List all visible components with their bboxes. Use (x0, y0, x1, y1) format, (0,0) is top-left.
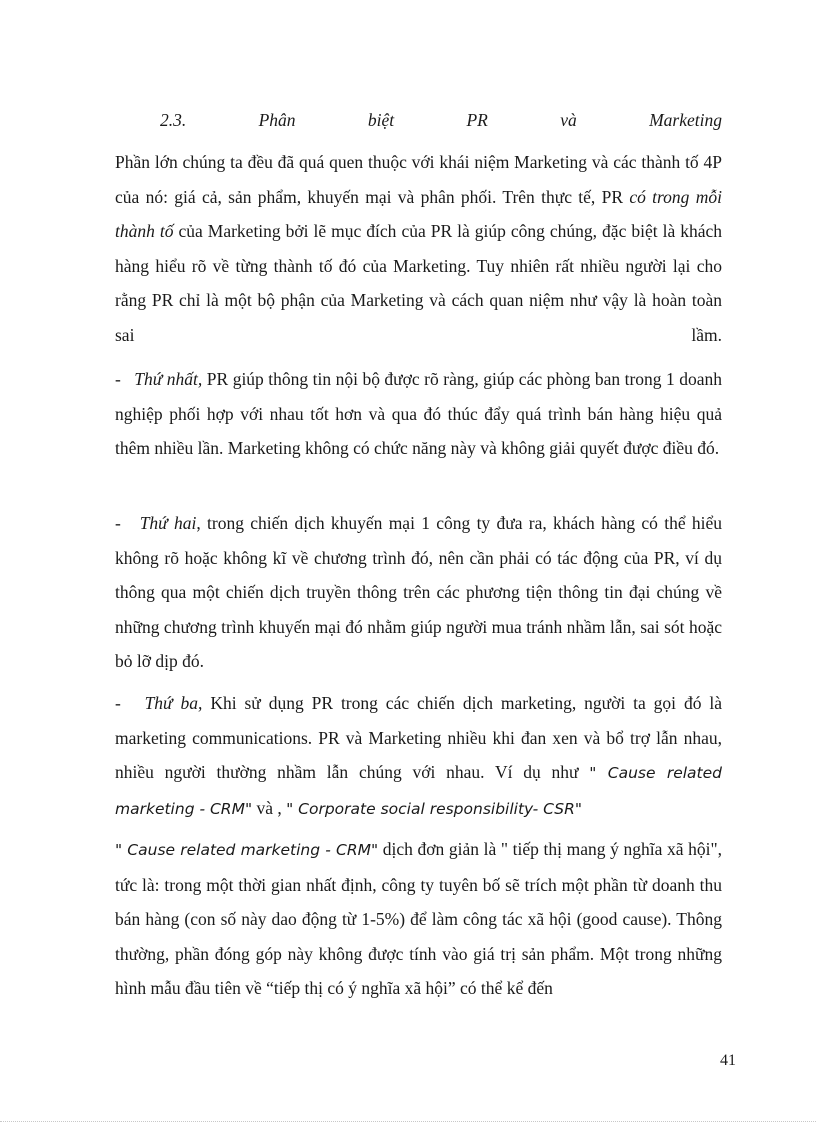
paragraph-text: PR giúp thông tin nội bộ được rõ ràng, giúp các phòng ban trong 1 doanh nghiệp phối hợp với nhau tốt hơn và qua đó thúc đẩy quá trình bán hàng hiệu quả thêm nhiều lần. Marketing không có chức năng này và không giải quyết được điều đó. (115, 369, 723, 458)
paragraph-point-1 (115, 362, 722, 466)
paragraph-text: Phần lớn chúng ta đều đã quá quen thuộc với khái niệm Marketing và các thành tố 4P của nó: giá cả, sản phẩm, khuyến mại và phân phối. Trên thực tế, PR (115, 152, 722, 207)
point-label: Thứ nhất, (134, 369, 203, 389)
term-cause-related-marketing: " Cause related marketing - CRM" (115, 841, 379, 859)
paragraph-text: của Marketing bởi lẽ mục đích của PR là giúp công chúng, đặc biệt là khách hàng hiểu rõ về từng thành tố đó của Marketing. Tuy nhiên rất nhiều người lại cho rằng PR chỉ là một bộ phận của Marketing và cách quan niệm như vậy là hoàn toàn sai lầm. (115, 221, 722, 345)
paragraph-point-3 (115, 686, 722, 826)
page-bottom-divider (0, 1121, 816, 1122)
paragraph-text: và , (252, 797, 287, 818)
list-dash: - (115, 513, 121, 533)
section-heading (160, 110, 722, 131)
list-dash: - (115, 369, 121, 389)
heading-word: PR (466, 110, 488, 130)
paragraph-point-2 (115, 506, 722, 679)
paragraph-text: Khi sử dụng PR trong các chiến dịch marketing, người ta gọi đó là marketing communications. PR và Marketing nhiều khi đan xen và bổ trợ lẫn nhau, nhiều người thường nhầm lẫn chúng với nhau. Ví dụ như (115, 693, 723, 782)
point-label: Thứ ba, (144, 693, 203, 713)
term-cause-related-marketing: " Cause related marketing - CRM" (115, 764, 722, 818)
heading-word: Phân (258, 110, 296, 130)
list-dash: - (115, 693, 121, 713)
heading-number: 2.3. (160, 110, 187, 130)
heading-word: Marketing (649, 110, 722, 130)
page-number: 41 (720, 1052, 736, 1069)
point-label: Thứ hai (139, 513, 197, 533)
paragraph-intro (115, 145, 722, 352)
term-corporate-social-responsibility: " Corporate social responsibility- CSR" (286, 799, 583, 818)
heading-word: biệt (367, 110, 395, 130)
paragraph-crm (115, 832, 722, 1006)
paragraph-italic-text: có trong mỗi thành tố (115, 186, 722, 241)
paragraph-text: dịch đơn giản là " tiếp thị mang ý nghĩa xã hội", tức là: trong một thời gian nhất định, công ty tuyên bố sẽ trích một phần từ doanh thu bán hàng (con số này dao động từ 1-5%) để làm công tác xã hội (good cause). Thông thường, phần đóng góp này không được tính vào giá trị sản phẩm. Một trong những hình mẫu đầu tiên về “tiếp thị có ý nghĩa xã hội” có thể kể đến (115, 839, 722, 998)
heading-word: và (560, 110, 577, 130)
paragraph-text: , trong chiến dịch khuyến mại 1 công ty đưa ra, khách hàng có thể hiểu không rõ hoặc không kĩ về chương trình đó, nên cần phải có tác động của PR, ví dụ thông qua một chiến dịch truyền thông trên các phương tiện thông tin đại chúng về những chương trình khuyến mại đó nhằm giúp người mua tránh nhầm lẫn, sai sót hoặc bỏ lỡ dịp đó. (115, 513, 723, 671)
